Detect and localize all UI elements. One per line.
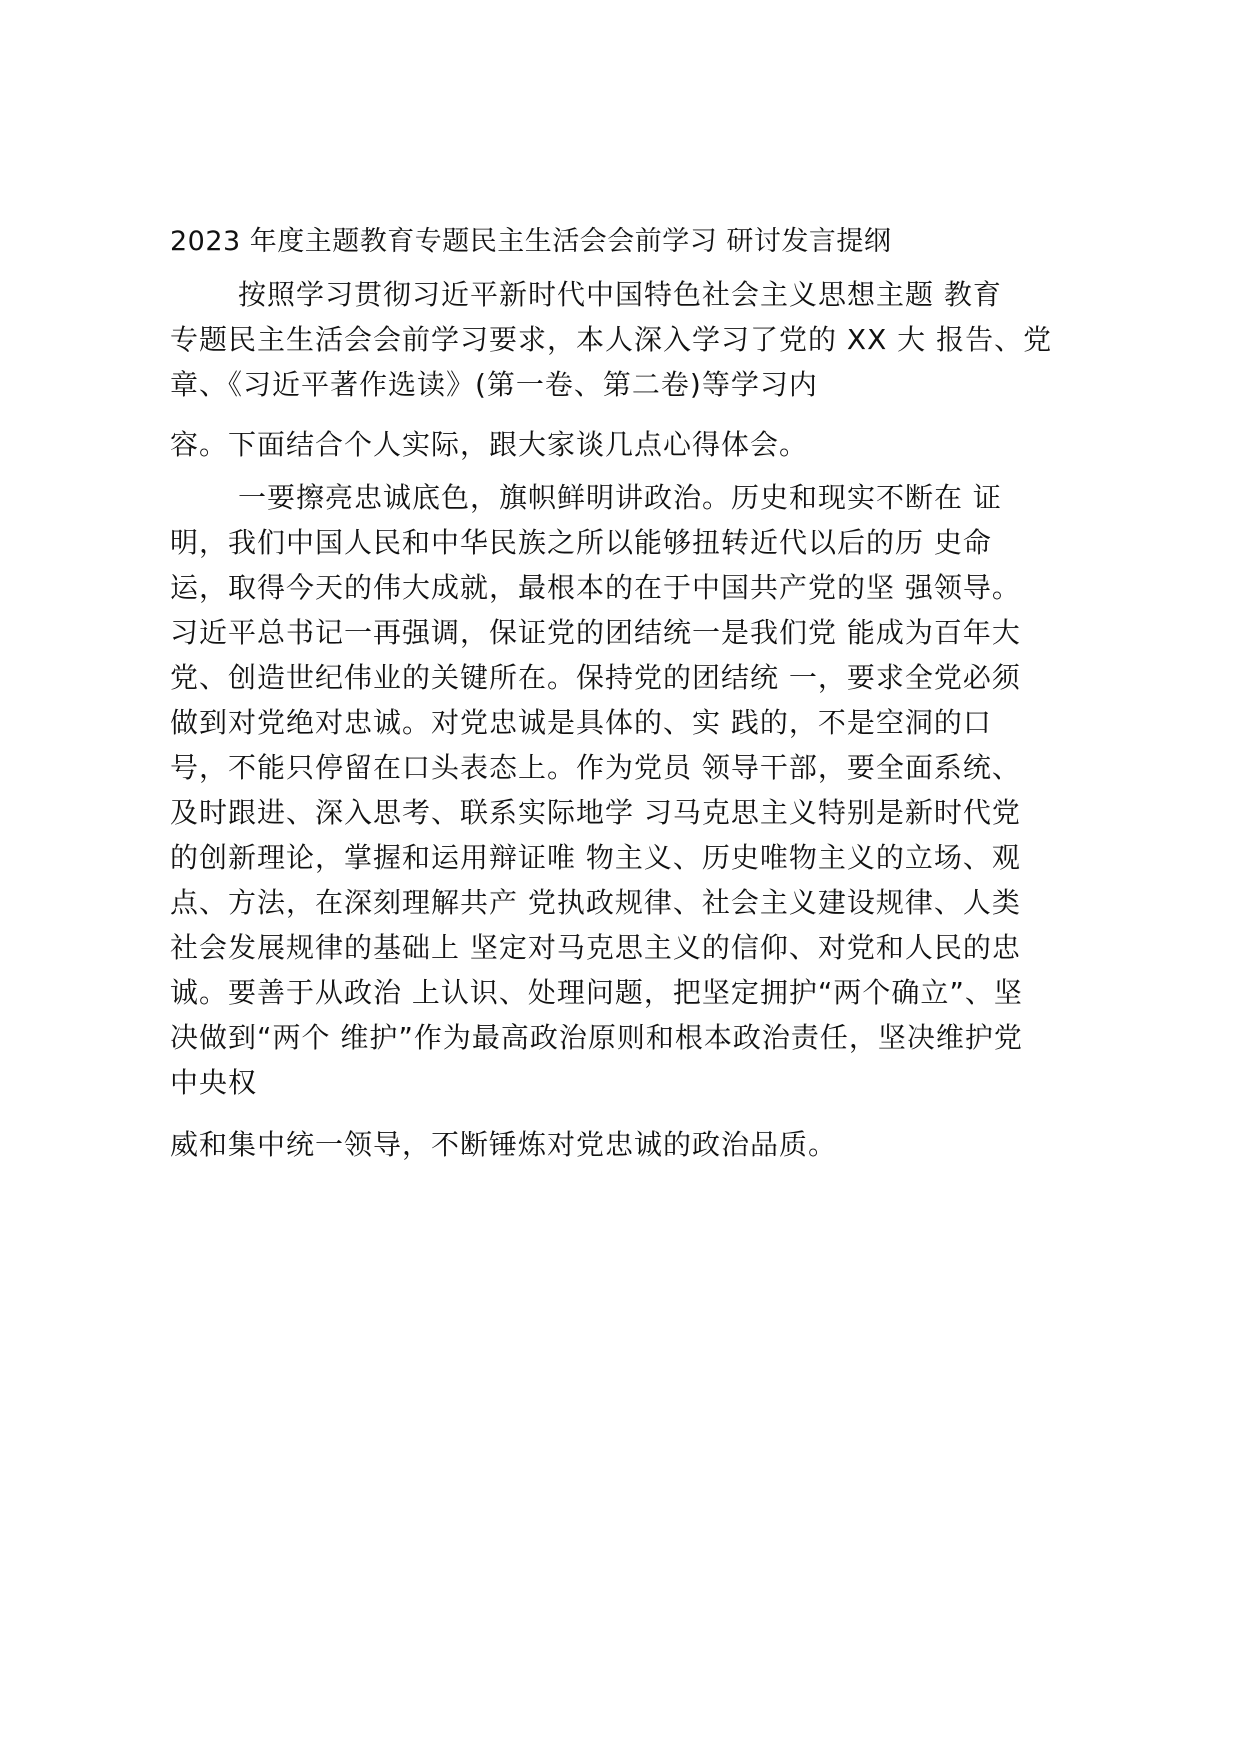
paragraph-line: 号，不能只停留在口头表态上。作为党员 领导干部，要全面系统、 — [170, 751, 1021, 784]
paragraph-line: 中央权 — [170, 1066, 258, 1099]
paragraph-line: 威和集中统一领导，不断锤炼对党忠诚的政治品质。 — [170, 1128, 838, 1161]
paragraph-line: 做到对党绝对忠诚。对党忠诚是具体的、实 践的，不是空洞的口 — [170, 706, 992, 739]
paragraph-line: 按照学习贯彻习近平新时代中国特色社会主义思想主题 教育 — [238, 278, 1002, 311]
paragraph-line: 诚。要善于从政治 上认识、处理问题，把坚定拥护“两个确立”、坚 — [170, 976, 1023, 1009]
paragraph-line: 运，取得今天的伟大成就，最根本的在于中国共产党的坚 强领导。 — [170, 571, 1021, 604]
document-title: 2023 年度主题教育专题民主生活会会前学习 研讨发言提纲 — [170, 226, 892, 257]
paragraph-line: 容。下面结合个人实际，跟大家谈几点心得体会。 — [170, 428, 809, 461]
paragraph-line: 明，我们中国人民和中华民族之所以能够扭转近代以后的历 史命 — [170, 526, 992, 559]
paragraph-line: 专题民主生活会会前学习要求，本人深入学习了党的 XX 大 报告、党 — [170, 323, 1053, 356]
paragraph-line: 的创新理论，掌握和运用辩证唯 物主义、历史唯物主义的立场、观 — [170, 841, 1021, 874]
paragraph-line: 决做到“两个 维护”作为最高政治原则和根本政治责任，坚决维护党 — [170, 1021, 1023, 1054]
paragraph-line: 社会发展规律的基础上 坚定对马克思主义的信仰、对党和人民的忠 — [170, 931, 1021, 964]
paragraph-line: 一要擦亮忠诚底色，旗帜鲜明讲政治。历史和现实不断在 证 — [238, 481, 1002, 514]
paragraph-line: 点、方法，在深刻理解共产 党执政规律、社会主义建设规律、人类 — [170, 886, 1021, 919]
paragraph-line: 党、创造世纪伟业的关键所在。保持党的团结统 一，要求全党必须 — [170, 661, 1021, 694]
paragraph-line: 习近平总书记一再强调，保证党的团结统一是我们党 能成为百年大 — [170, 616, 1021, 649]
paragraph-line: 及时跟进、深入思考、联系实际地学 习马克思主义特别是新时代党 — [170, 796, 1021, 829]
paragraph-line: 章、《习近平著作选读》(第一卷、第二卷)等学习内 — [170, 368, 818, 401]
